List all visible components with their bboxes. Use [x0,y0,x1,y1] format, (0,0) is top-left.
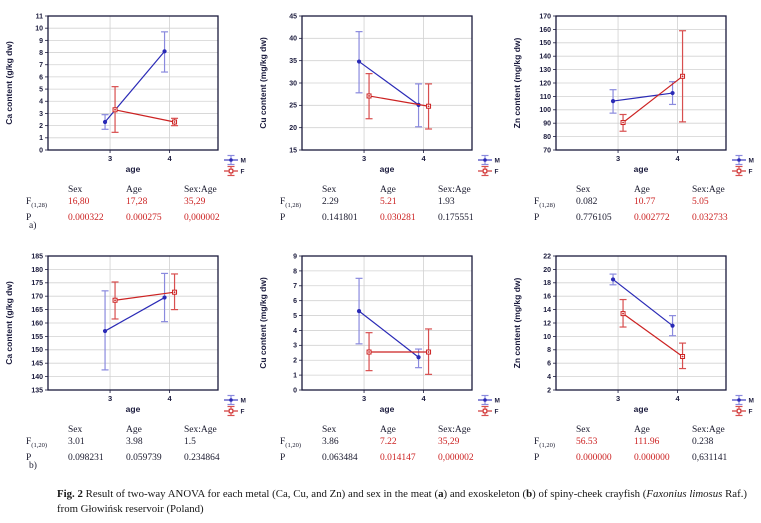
y-tick-label: 175 [31,280,43,288]
x-axis-title: age [379,404,395,414]
stats-table-exo-cu [254,424,507,464]
y-tick-label: 70 [543,147,551,155]
x-axis-title: age [379,164,395,174]
y-tick-label: 130 [539,67,551,74]
y-tick-label: 180 [31,266,43,274]
stats-col-header: Age [634,185,650,195]
meat-ca-chart [0,0,253,182]
caption-segment: Faxonius limosus [646,488,723,500]
legend-label-F: F [748,408,753,416]
y-tick-label: 150 [539,40,551,48]
y-tick-label: 6 [293,298,297,306]
marker-m [670,91,674,95]
stats-f-label: $F_{(1,20)}$ [26,437,48,449]
legend-marker-icon [229,398,233,402]
marker-m [162,295,166,299]
marker-m [103,120,107,124]
series-line-F [115,110,175,122]
y-tick-label: 185 [31,253,43,261]
marker-f-dot [114,109,116,111]
stats-p-label: P [280,212,286,223]
stats-col-header: Sex [68,425,83,435]
panel-exo-cu [254,240,507,480]
stats-f-subscript: (1,20) [539,441,556,449]
stats-f-label: $F_{(1,28)}$ [26,197,48,209]
stats-p-value: 0.032733 [692,212,728,223]
series-line-F [369,96,429,106]
stats-f-label: $F_{(1,28)}$ [534,197,556,209]
stats-p-value: 0.000322 [68,212,104,223]
marker-f-dot [174,291,176,293]
stats-p-value: 0.000000 [576,452,612,463]
y-tick-label: 45 [289,13,297,21]
y-axis-title: Zn content (mg/kg dw) [512,37,522,129]
stats-f-value: 1.93 [438,197,455,207]
panel-meat-ca [0,0,253,240]
stats-f-value: 16,80 [68,197,90,207]
legend-label-F: F [748,168,753,176]
stats-p-value: 0.000000 [634,452,670,463]
legend-marker-icon [737,409,741,413]
stats-p-value: 0.141801 [322,212,358,223]
legend-marker-icon [737,158,741,162]
marker-f-dot [682,75,684,77]
y-tick-label: 3 [39,110,43,118]
marker-m [357,59,361,63]
marker-f-dot [622,313,624,315]
y-tick-label: 120 [539,80,551,88]
stats-f-value: 3.01 [68,437,85,447]
legend-label-M: M [240,397,246,405]
y-tick-label: 16 [543,293,551,301]
stats-f-value: 35,29 [184,197,206,207]
marker-m [357,309,361,313]
y-tick-label: 12 [543,320,551,328]
stats-p-value: 0.059739 [126,452,162,463]
legend-label-F: F [494,168,499,176]
stats-corner [280,184,322,196]
caption-segment: Raf.) from Głowińsk reservoir (Poland) [57,488,747,515]
stats-col-header: Age [380,425,396,435]
marker-m [670,324,674,328]
stats-f-value: 0.082 [576,197,598,207]
stats-col-header: Sex:Age [692,425,725,435]
stats-f-label: $F_{(1,20)}$ [280,437,302,449]
y-tick-label: 2 [293,357,297,365]
stats-f-value: 1.5 [184,437,196,447]
plot-frame [302,256,472,390]
stats-p-value: 0.175551 [438,212,474,223]
y-tick-label: 100 [539,107,551,115]
x-tick-label: 4 [167,394,172,403]
stats-p-value: 0,631141 [692,452,728,463]
legend-marker-icon [229,409,233,413]
caption-segment: a [438,488,444,500]
x-tick-label: 4 [167,154,172,163]
marker-f-dot [428,105,430,107]
y-tick-label: 0 [293,387,297,395]
stats-p-value: 0.014147 [380,452,416,463]
stats-p-value: 0,000002 [438,452,474,463]
marker-m [611,277,615,281]
x-tick-label: 4 [675,394,680,403]
x-axis-title: age [633,404,649,414]
stats-corner [534,424,576,436]
y-tick-label: 155 [31,333,43,341]
legend-label-F: F [494,408,499,416]
stats-p-value: 0.098231 [68,452,104,463]
stats-p-value: 0.002772 [634,212,670,223]
stats-p-label: P [534,452,540,463]
x-tick-label: 3 [361,154,367,163]
legend-label-M: M [494,157,500,165]
y-tick-label: 160 [539,26,551,34]
panel-letter: a) [29,221,37,231]
exo-ca-chart [0,240,253,422]
marker-m [416,355,420,359]
marker-m [162,49,166,53]
y-tick-label: 135 [31,387,43,395]
stats-p-value: 0,000002 [184,212,220,223]
caption-segment: Result of two-way ANOVA for each metal (Ca, Cu, and Zn) and sex in the meat ( [82,488,439,500]
y-tick-label: 4 [547,374,551,381]
x-tick-label: 4 [421,394,426,403]
stats-f-value: 2.29 [322,197,339,207]
y-tick-label: 4 [39,98,43,106]
y-tick-label: 0 [39,147,43,155]
stats-col-header: Age [126,425,142,435]
y-tick-label: 10 [35,25,43,33]
y-tick-label: 25 [289,102,297,110]
legend-marker-icon [483,398,487,402]
stats-col-header: Sex [576,185,591,195]
legend-marker-icon [737,398,741,402]
stats-table-meat-ca [0,184,253,224]
stats-col-header: Sex:Age [184,425,217,435]
legend-label-M: M [240,157,246,165]
stats-p-value: 0.063484 [322,452,358,463]
y-tick-label: 170 [539,13,551,21]
stats-p-value: 0.000275 [126,212,162,223]
panel-exo-ca [0,240,253,480]
stats-col-header: Sex [68,185,83,195]
y-tick-label: 9 [39,37,43,45]
stats-col-header: Sex:Age [184,185,217,195]
stats-table-exo-ca [0,424,253,464]
stats-p-label: P [534,212,540,223]
stats-col-header: Age [634,425,650,435]
figure-caption [57,487,747,516]
y-tick-label: 145 [31,360,43,368]
stats-corner [26,184,68,196]
x-tick-label: 3 [361,394,367,403]
stats-f-value: 111.96 [634,437,660,447]
stats-f-value: 10.77 [634,197,656,207]
legend-label-M: M [748,157,754,165]
y-tick-label: 4 [293,327,297,335]
caption-segment: ) of spiny-cheek crayfish ( [532,488,647,500]
y-tick-label: 20 [289,125,297,133]
legend-marker-icon [229,169,233,173]
stats-table-meat-zn [508,184,761,224]
panel-letter: b) [29,461,37,471]
x-tick-label: 3 [615,394,621,403]
y-tick-label: 5 [39,86,43,94]
meat-cu-chart [254,0,507,182]
stats-f-value: 7.22 [380,437,397,447]
meat-zn-chart [508,0,761,182]
y-tick-label: 40 [289,35,297,43]
stats-f-value: 35,29 [438,437,460,447]
y-tick-label: 6 [547,360,551,368]
stats-corner [280,424,322,436]
plot-frame [48,16,218,150]
stats-f-subscript: (1,28) [539,201,556,209]
stats-p-value: 0.776105 [576,212,612,223]
legend-marker-icon [483,169,487,173]
stats-corner [534,184,576,196]
stats-f-value: 5.21 [380,197,397,207]
stats-f-value: 17,28 [126,197,148,207]
y-tick-label: 1 [293,372,297,380]
marker-m [611,99,615,103]
y-tick-label: 15 [289,147,297,155]
legend-label-F: F [240,168,245,176]
x-axis-title: age [125,164,141,174]
y-tick-label: 8 [39,49,43,57]
stats-f-value: 3.98 [126,437,143,447]
y-tick-label: 30 [289,80,297,88]
stats-col-header: Sex [322,185,337,195]
marker-f-dot [622,122,624,124]
stats-col-header: Age [380,185,396,195]
stats-col-header: Sex:Age [438,425,471,435]
legend-marker-icon [483,409,487,413]
x-tick-label: 3 [107,154,113,163]
stats-corner [26,424,68,436]
stats-col-header: Sex:Age [438,185,471,195]
x-axis-title: age [125,404,141,414]
series-line-M [613,93,673,101]
series-line-M [613,279,673,325]
stats-table-exo-zn [508,424,761,464]
y-tick-label: 140 [539,53,551,61]
stats-f-subscript: (1,20) [31,441,48,449]
y-tick-label: 22 [543,253,551,261]
marker-f-dot [682,356,684,358]
x-tick-label: 3 [615,154,621,163]
stats-f-subscript: (1,28) [285,201,302,209]
y-axis-title: Ca content (g/kg dw) [4,41,14,125]
stats-col-header: Sex:Age [692,185,725,195]
legend-marker-icon [737,169,741,173]
y-axis-title: Cu content (mg/kg dw) [258,37,268,129]
marker-f-dot [428,351,430,353]
y-tick-label: 9 [293,253,297,261]
x-tick-label: 4 [421,154,426,163]
legend-label-F: F [240,408,245,416]
y-axis-title: Ca content (g/kg dw) [4,281,14,365]
y-tick-label: 80 [543,134,551,141]
stats-f-subscript: (1,20) [285,441,302,449]
exo-cu-chart [254,240,507,422]
legend-marker-icon [229,158,233,162]
stats-f-subscript: (1,28) [31,201,48,209]
y-tick-label: 8 [293,268,297,276]
marker-f-dot [174,121,176,123]
y-tick-label: 110 [539,93,551,101]
x-axis-title: age [633,164,649,174]
y-tick-label: 5 [293,312,297,320]
stats-p-label: P [26,452,32,463]
marker-f-dot [114,299,116,301]
y-tick-label: 170 [31,293,43,301]
stats-f-value: 5.05 [692,197,709,207]
stats-p-value: 0.234864 [184,452,220,463]
y-tick-label: 165 [31,307,43,314]
y-tick-label: 6 [39,74,43,82]
legend-label-M: M [494,397,500,405]
caption-segment: b [526,488,533,500]
y-tick-label: 8 [547,347,551,355]
marker-m [103,329,107,333]
stats-f-value: 0.238 [692,437,714,447]
y-tick-label: 1 [39,135,43,143]
y-tick-label: 160 [31,320,43,328]
y-tick-label: 11 [35,13,43,21]
y-axis-title: Cu content (mg/kg dw) [258,277,268,369]
stats-p-label: P [26,212,32,223]
panel-exo-zn [508,240,761,480]
stats-f-value: 3.86 [322,437,339,447]
panel-meat-cu [254,0,507,240]
y-tick-label: 18 [543,280,551,288]
y-tick-label: 20 [543,266,551,274]
y-tick-label: 3 [293,342,297,350]
panel-meat-zn [508,0,761,240]
stats-col-header: Age [126,185,142,195]
stats-p-label: P [280,452,286,463]
stats-f-label: $F_{(1,28)}$ [280,197,302,209]
stats-f-label: $F_{(1,20)}$ [534,437,556,449]
y-tick-label: 35 [289,58,297,66]
y-tick-label: 14 [543,307,551,314]
stats-table-meat-cu [254,184,507,224]
y-tick-label: 150 [31,347,43,355]
stats-col-header: Sex [322,425,337,435]
stats-col-header: Sex [576,425,591,435]
marker-f-dot [368,95,370,97]
x-tick-label: 4 [675,154,680,163]
y-tick-label: 10 [543,333,551,341]
caption-segment: Fig. 2 [57,488,83,500]
y-tick-label: 140 [31,374,43,381]
y-tick-label: 90 [543,120,551,128]
y-axis-title: Zn content (mg/kg dw) [512,277,522,369]
y-tick-label: 2 [39,123,43,131]
y-tick-label: 7 [39,62,43,70]
y-tick-label: 2 [547,387,551,395]
x-tick-label: 3 [107,394,113,403]
legend-label-M: M [748,397,754,405]
stats-p-value: 0.030281 [380,212,416,223]
y-tick-label: 7 [293,283,297,291]
exo-zn-chart [508,240,761,422]
legend-marker-icon [483,158,487,162]
caption-segment: ) and exoskeleton ( [443,488,527,500]
stats-f-value: 56.53 [576,437,598,447]
marker-f-dot [368,351,370,353]
